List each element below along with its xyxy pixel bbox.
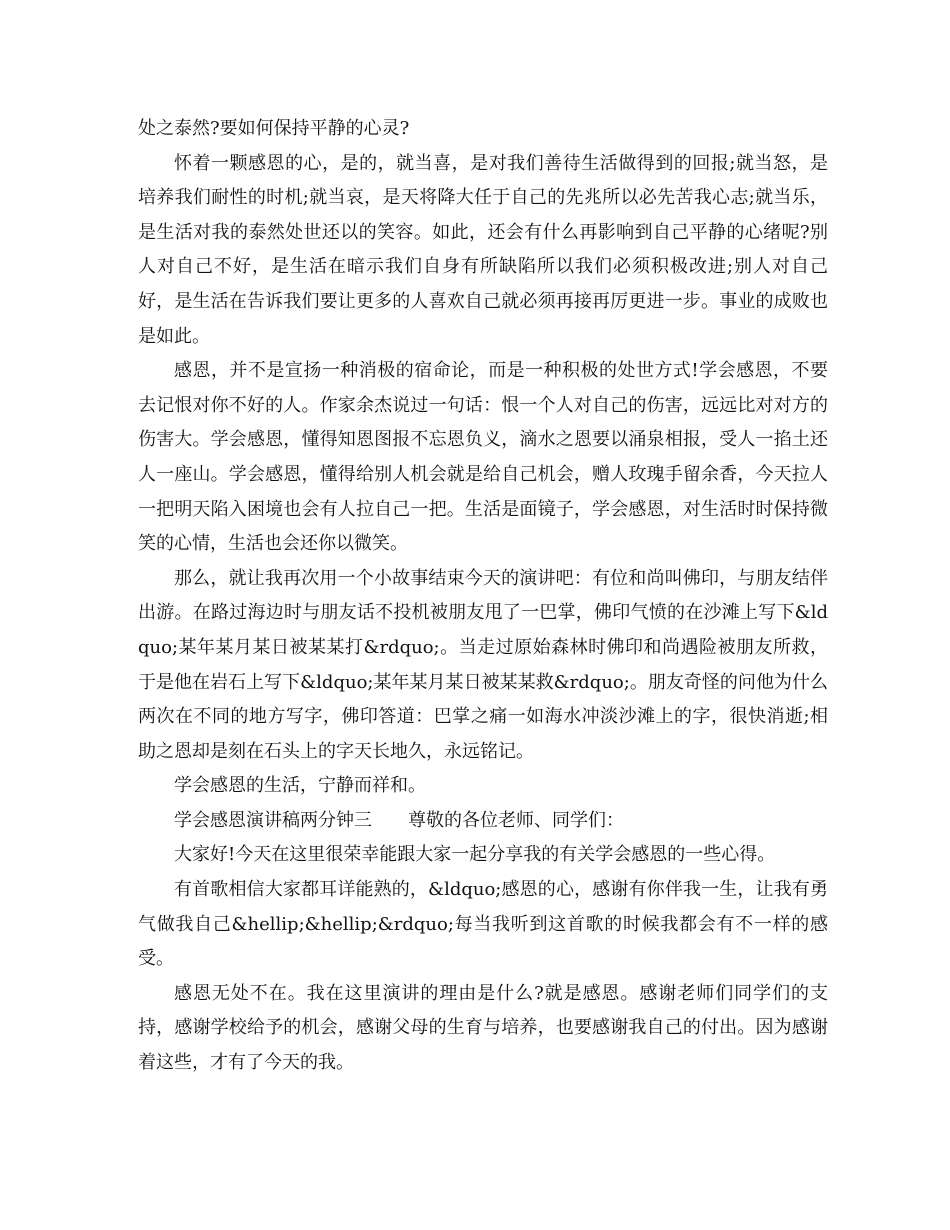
section-heading-line: 学会感恩演讲稿两分钟三 尊敬的各位老师、同学们： <box>174 809 624 831</box>
paragraph: 学会感恩的生活，宁静而祥和。 <box>174 775 426 797</box>
paragraph: 有首歌相信大家都耳详能熟的，&ldquo;感恩的心，感谢有你伴我一生，让我有勇气做我自己&hellip;&hellip;&rdquo;每当我听到这首歌的时候我都会有不一样的感受。 <box>138 879 828 970</box>
paragraph: 那么，就让我再次用一个小故事结束今天的演讲吧：有位和尚叫佛印，与朋友结伴出游。在路过海边时与朋友话不投机被朋友甩了一巴掌，佛印气愤的在沙滩上写下&ldquo;某年某月某日被某某打&rdquo;。当走过原始森林时佛印和尚遇险被朋友所救，于是他在岩石上写下&ldquo;某年某月某日被某某救&rdquo;。朋友奇怪的问他为什么两次在不同的地方写字，佛印答道：巴掌之痛一如海水冲淡沙滩上的字，很快消逝;相助之恩却是刻在石头上的字天长地久，永远铭记。 <box>138 567 828 762</box>
paragraph: 感恩无处不在。我在这里演讲的理由是什么?就是感恩。感谢老师们同学们的支持，感谢学校给予的机会，感谢父母的生育与培养，也要感谢我自己的付出。因为感谢着这些，才有了今天的我。 <box>138 982 828 1074</box>
paragraph: 处之泰然?要如何保持平静的心灵? <box>138 118 410 139</box>
paragraph: 大家好!今天在这里很荣幸能跟大家一起分享我的有关学会感恩的一些心得。 <box>174 844 776 866</box>
paragraph: 怀着一颗感恩的心，是的，就当喜，是对我们善待生活做得到的回报;就当怒，是培养我们耐性的时机;就当哀，是天将降大任于自己的先兆所以必先苦我心志;就当乐，是生活对我的泰然处世还以的笑容。如此，还会有什么再影响到自己平静的心绪呢?别人对自己不好，是生活在暗示我们自身有所缺陷所以我们必须积极改进;别人对自己好，是生活在告诉我们要让更多的人喜欢自己就必须再接再厉更进一步。事业的成败也是如此。 <box>138 152 828 347</box>
document-body <box>138 112 828 1081</box>
paragraph: 感恩，并不是宣扬一种消极的宿命论，而是一种积极的处世方式!学会感恩，不要去记恨对你不好的人。作家余杰说过一句话：恨一个人对自己的伤害，远远比对对方的伤害大。学会感恩，懂得知恩图报不忘恩负义，滴水之恩要以涌泉相报，受人一掐土还人一座山。学会感恩，懂得给别人机会就是给自己机会，赠人玫瑰手留余香，今天拉人一把明天陷入困境也会有人拉自己一把。生活是面镜子，学会感恩，对生活时时保持微笑的心情，生活也会还你以微笑。 <box>138 360 828 555</box>
